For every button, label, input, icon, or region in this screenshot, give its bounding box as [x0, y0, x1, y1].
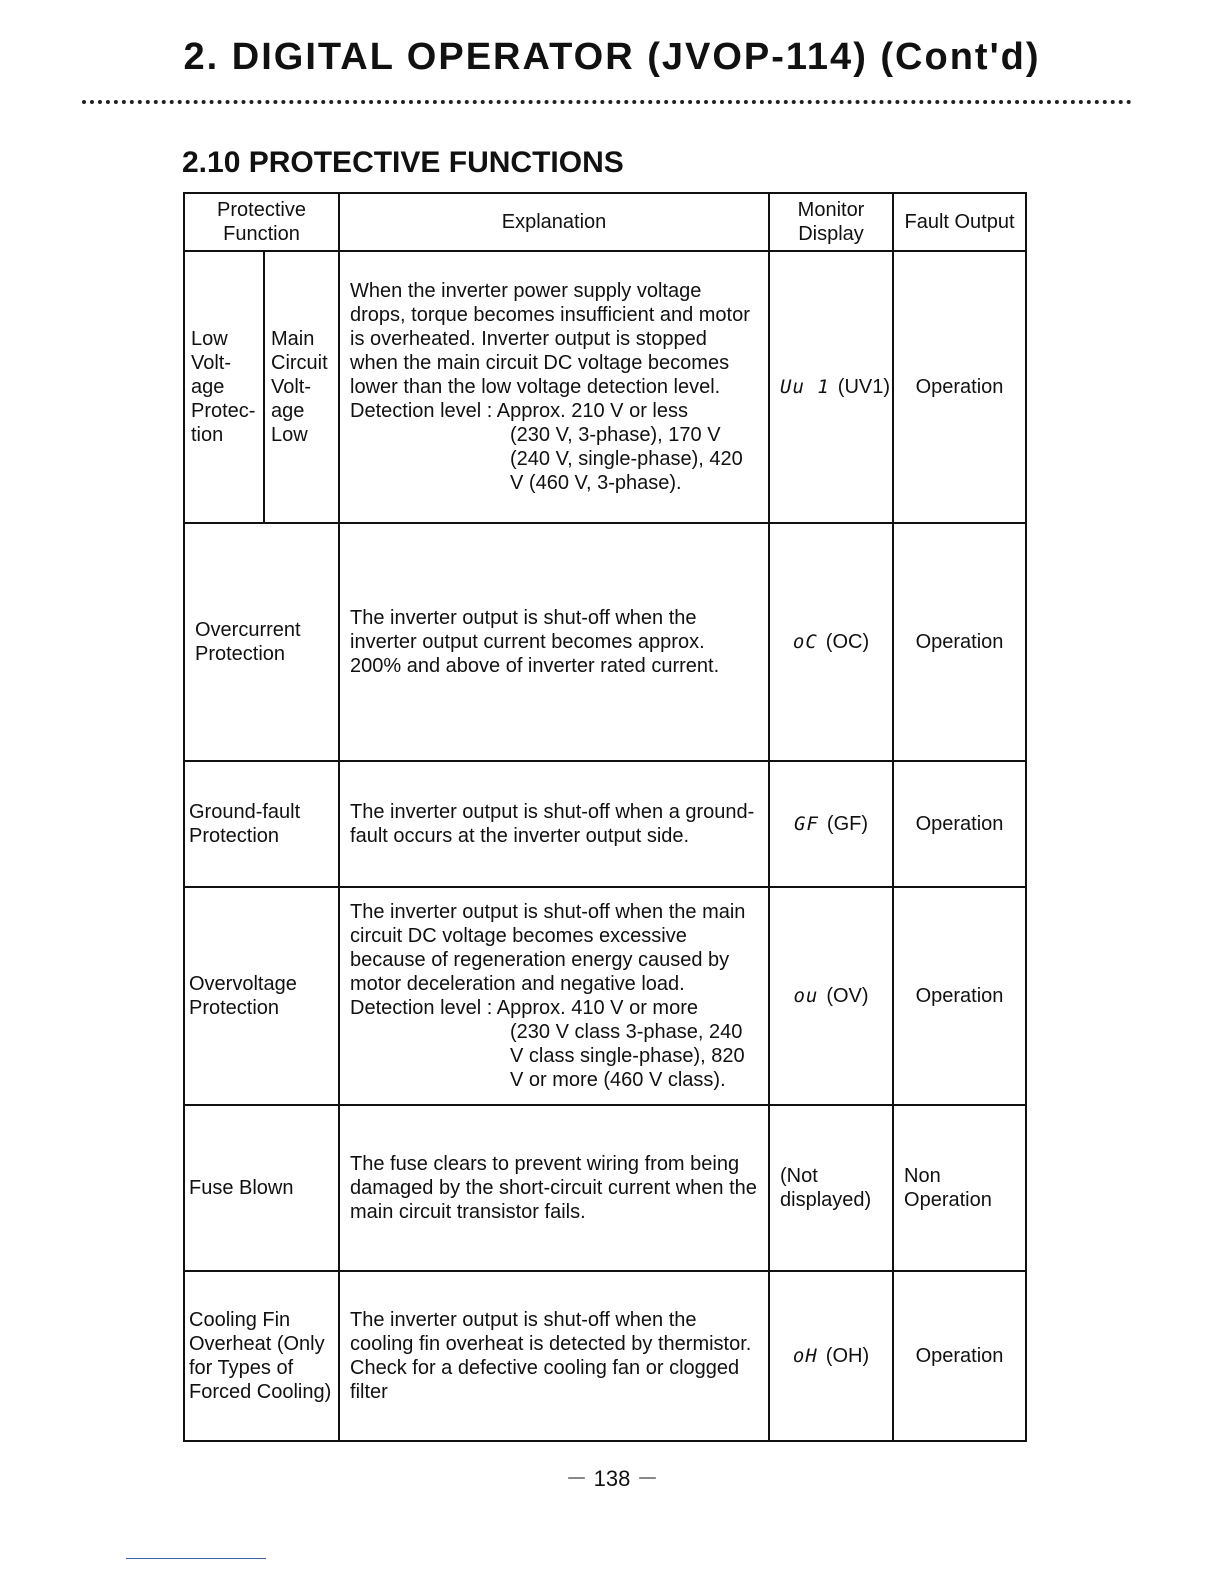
fault-overcurrent: Operation — [893, 523, 1026, 761]
explanation-fuse-blown: The fuse clears to prevent wiring from being damaged by the short-circuit current when the main circuit transistor fails. — [339, 1105, 769, 1271]
header-monitor-display: Monitor Display — [769, 193, 893, 251]
explanation-low-voltage — [339, 251, 769, 523]
table-row-overvoltage — [184, 887, 1026, 1105]
table-row-low-voltage — [184, 251, 1026, 523]
header-protective-function: Protective Function — [184, 193, 339, 251]
explanation-cooling-fin: The inverter output is shut-off when the cooling fin overheat is detected by thermistor. Check for a defective cooling fan or clogged filter — [339, 1271, 769, 1441]
detection-value: Approx. 210 V or less — [496, 400, 688, 422]
footer-rule — [126, 1558, 266, 1559]
monitor-not-displayed: (Not displayed) — [769, 1105, 893, 1271]
function-overcurrent: Overcurrent Protection — [184, 523, 339, 761]
monitor-code: (OV) — [826, 985, 869, 1007]
table-row-ground-fault — [184, 761, 1026, 887]
section-title: 2.10 PROTECTIVE FUNCTIONS — [182, 146, 624, 179]
header-fault-output: Fault Output — [893, 193, 1026, 251]
monitor-code: (UV1) — [837, 376, 891, 398]
page-header-title: 2. DIGITAL OPERATOR (JVOP-114) (Cont'd) — [183, 36, 1041, 78]
table-row-fuse-blown — [184, 1105, 1026, 1271]
explanation-text: The inverter output is shut-off when the main circuit DC voltage becomes excessive because of regeneration energy caused by motor deceleration and negative load. — [350, 901, 746, 995]
segment-display-icon: GF — [794, 813, 819, 835]
table-row-overcurrent — [184, 523, 1026, 761]
function-low-voltage: Low Volt- age Protec- tion — [184, 251, 264, 523]
function-ground-fault: Ground-fault Protection — [184, 761, 339, 887]
fault-low-voltage: Operation — [893, 251, 1026, 523]
explanation-overcurrent: The inverter output is shut-off when the inverter output current becomes approx. 200% and above of inverter rated current. — [339, 523, 769, 761]
detection-detail: (230 V, 3-phase), 170 V (240 V, single-phase), 420 V (460 V, 3-phase). — [510, 424, 743, 494]
segment-display-icon: Uu 1 — [780, 376, 830, 398]
header-divider — [82, 100, 1132, 104]
explanation-overvoltage — [339, 887, 769, 1105]
fault-ground-fault: Operation — [893, 761, 1026, 887]
detection-value: Approx. 410 V or more — [496, 997, 698, 1019]
fault-cooling-fin: Operation — [893, 1271, 1026, 1441]
detection-detail: (230 V class 3-phase, 240 V class single-phase), 820 V or more (460 V class). — [510, 1021, 745, 1091]
detection-label: Detection level : — [350, 997, 493, 1019]
explanation-text: When the inverter power supply voltage drops, torque becomes insufficient and motor is overheated. Inverter output is stopped when the main circuit DC voltage becomes lower than the low voltage detection level. — [350, 280, 750, 398]
page-number: － 138 － — [565, 1466, 659, 1491]
table-row-cooling-fin — [184, 1271, 1026, 1441]
monitor-code: (OC) — [825, 631, 870, 653]
function-cooling-fin: Cooling Fin Overheat (Only for Types of Forced Cooling) — [184, 1271, 339, 1441]
monitor-code: (GF) — [826, 813, 868, 835]
function-fuse-blown: Fuse Blown — [184, 1105, 339, 1271]
table-header-row — [184, 193, 1026, 251]
function-overvoltage: Overvoltage Protection — [184, 887, 339, 1105]
monitor-uv1 — [769, 251, 893, 523]
protective-functions-table — [183, 192, 1027, 1442]
header-explanation: Explanation — [339, 193, 769, 251]
detection-label: Detection level : — [350, 400, 493, 422]
fault-fuse-blown: Non Operation — [893, 1105, 1026, 1271]
segment-display-icon: oC — [792, 631, 818, 653]
fault-overvoltage: Operation — [893, 887, 1026, 1105]
monitor-oh — [769, 1271, 893, 1441]
segment-display-icon: oH — [792, 1345, 818, 1367]
monitor-gf — [769, 761, 893, 887]
segment-display-icon: ou — [793, 985, 819, 1007]
function-main-circuit: Main Circuit Volt- age Low — [264, 251, 339, 523]
explanation-ground-fault: The inverter output is shut-off when a ground-fault occurs at the inverter output side. — [339, 761, 769, 887]
monitor-oc — [769, 523, 893, 761]
monitor-code: (OH) — [825, 1345, 870, 1367]
monitor-ov — [769, 887, 893, 1105]
